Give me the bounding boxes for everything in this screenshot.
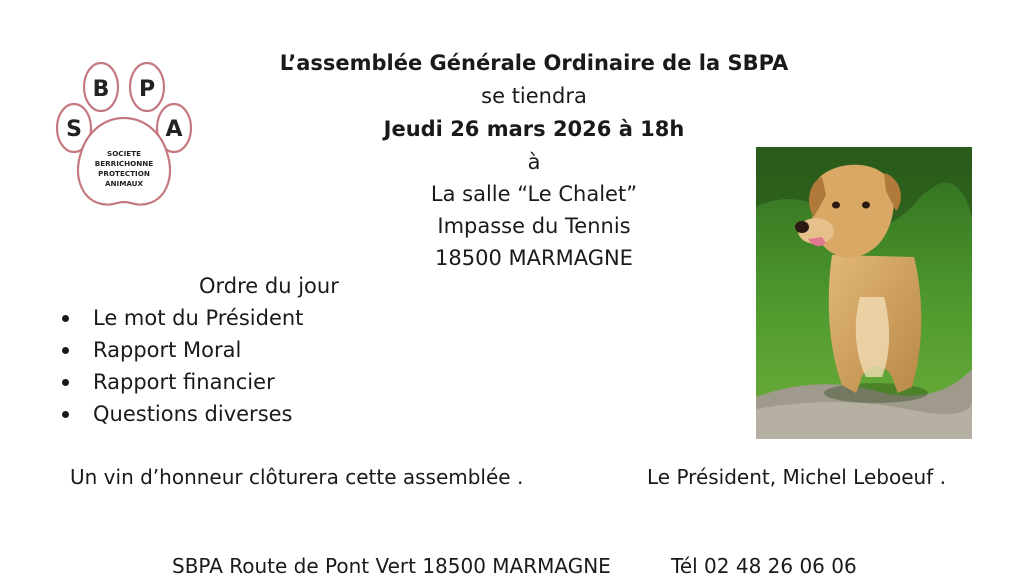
agenda-item: Rapport financier [60,366,303,398]
agenda-item: Questions diverses [60,398,303,430]
closing-remark: Un vin d’honneur clôturera cette assemblée . [70,465,524,489]
logo-text-line: SOCIETE [107,149,141,158]
venue-city: 18500 MARMAGNE [435,246,633,270]
meeting-date: Jeudi 26 mars 2026 à 18h [383,117,685,141]
logo-text-line: PROTECTION [98,169,150,178]
logo-letter-b: B [92,77,110,102]
agenda-item: Le mot du Président [60,302,303,334]
dog-image-icon [756,147,972,439]
logo-letter-s: S [66,117,82,142]
footer-phone: Tél 02 48 26 06 06 [671,554,857,578]
paw-logo-icon [52,60,198,210]
venue-street: Impasse du Tennis [437,214,631,238]
venue-name: La salle “Le Chalet” [430,182,638,206]
announcement-title: L’assemblée Générale Ordinaire de la SBPA [279,51,789,75]
president-signature: Le Président, Michel Leboeuf . [647,465,946,489]
logo-text-line: ANIMAUX [104,179,144,188]
announcement-line-a: à [527,150,541,174]
logo-letter-p: P [138,77,156,102]
announcement-line-se-tiendra: se tiendra [481,84,587,108]
sbpa-logo [52,60,198,210]
agenda-title: Ordre du jour [199,274,339,298]
footer-address: SBPA Route de Pont Vert 18500 MARMAGNE [172,554,611,578]
dog-photo [756,147,972,439]
logo-text-line: BERRICHONNE [94,159,154,168]
agenda-list [60,302,303,430]
logo-letter-a: A [165,117,183,142]
agenda-item: Rapport Moral [60,334,303,366]
